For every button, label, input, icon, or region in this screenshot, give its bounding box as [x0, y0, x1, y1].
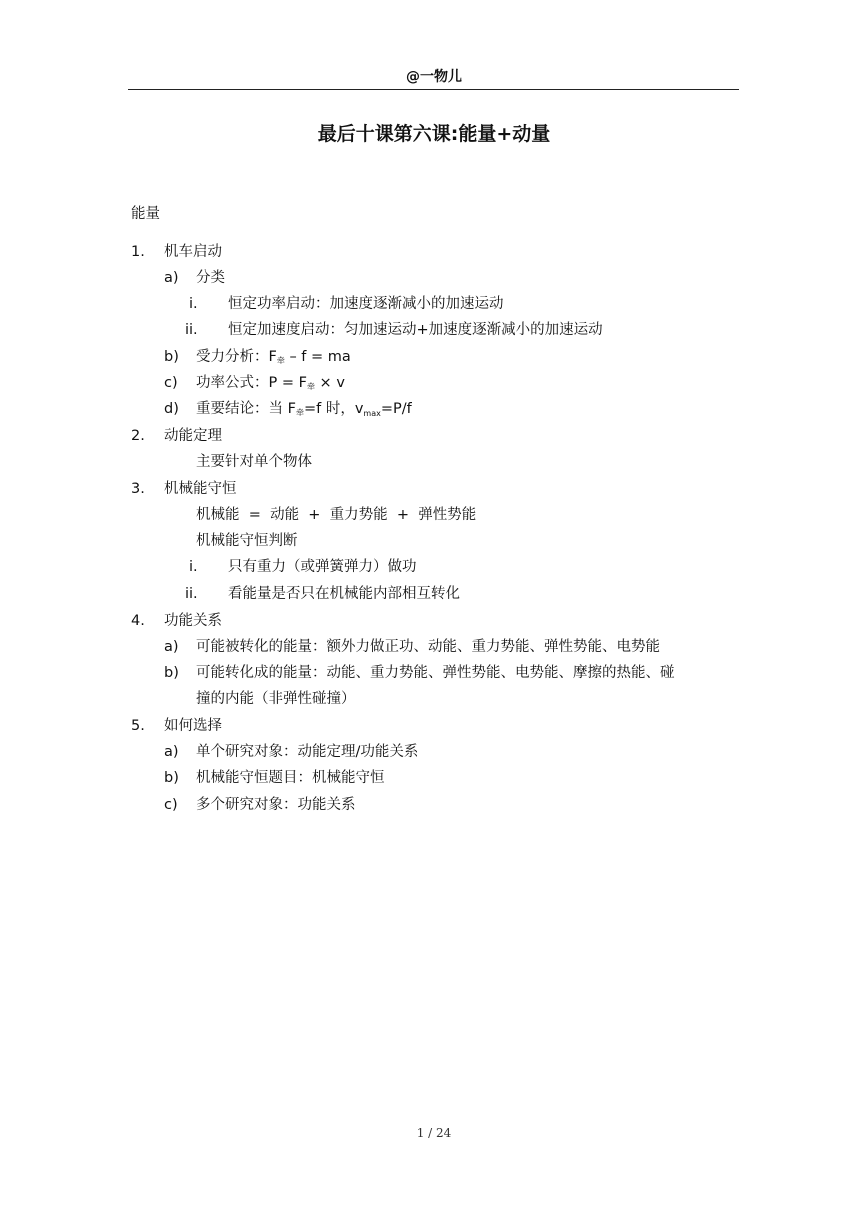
section-heading: 能量 [131, 206, 160, 222]
list-item-text: 分类 [196, 270, 225, 286]
list-item-text: 机械能守恒 [164, 481, 237, 497]
total-pages: 24 [436, 1126, 452, 1140]
paragraph-text: 主要针对单个物体 [196, 454, 312, 470]
list-item-text: 可能转化成的能量：动能、重力势能、弹性势能、电势能、摩擦的热能、碰 [196, 665, 675, 681]
page-number [0, 1126, 868, 1140]
subscript: max [363, 409, 381, 418]
subscript: 牵 [276, 356, 285, 365]
list-item-text: 功能关系 [164, 613, 222, 629]
list-marker: 2. [131, 428, 145, 444]
list-marker: d) [164, 401, 179, 417]
document-title: 最后十课第六课:能量+动量 [317, 123, 551, 145]
list-item-text: 可能被转化的能量：额外力做正功、动能、重力势能、弹性势能、电势能 [196, 639, 660, 655]
current-page: 1 [416, 1126, 425, 1140]
list-marker: c) [164, 797, 178, 813]
formula-text: 功率公式：$P = F_牵 \times v$ [196, 375, 345, 391]
list-marker: i. [189, 296, 198, 312]
list-item-text: 机械能守恒题目：机械能守恒 [196, 770, 385, 786]
paragraph-text: 机械能守恒判断 [196, 533, 298, 549]
subscript: 牵 [306, 382, 315, 391]
list-marker: a) [164, 270, 179, 286]
list-marker: 5. [131, 718, 145, 734]
list-marker: ii. [185, 322, 198, 338]
list-marker: i. [189, 559, 198, 575]
header-divider [128, 89, 739, 90]
paragraph-text: 机械能 = 动能 + 重力势能 + 弹性势能 [196, 507, 477, 523]
formula-text: 受力分析：$F_牵$ – f = ma [196, 349, 351, 365]
list-item-text: 机车启动 [164, 244, 222, 260]
list-item-text: 动能定理 [164, 428, 222, 444]
list-item-text: 多个研究对象：功能关系 [196, 797, 356, 813]
page-header: @一物儿 [406, 69, 462, 85]
formula-text: 重要结论：当 $F_牵=f$ 时，$v_{max}=P/f$ [196, 401, 412, 418]
list-marker: 1. [131, 244, 145, 260]
list-marker: a) [164, 744, 179, 760]
list-marker: a) [164, 639, 179, 655]
list-marker: ii. [185, 586, 198, 602]
list-item-text: 恒定加速度启动：匀加速运动+加速度逐渐减小的加速运动 [228, 322, 603, 338]
list-marker: 3. [131, 481, 145, 497]
list-marker: b) [164, 665, 179, 681]
list-marker: b) [164, 770, 179, 786]
list-item-text: 看能量是否只在机械能内部相互转化 [228, 586, 460, 602]
list-item-text: 只有重力（或弹簧弹力）做功 [228, 559, 417, 575]
list-item-text: 单个研究对象：动能定理/功能关系 [196, 744, 419, 760]
page-separator: / [428, 1126, 433, 1140]
list-marker: b) [164, 349, 179, 365]
list-item-text: 恒定功率启动：加速度逐渐减小的加速运动 [228, 296, 504, 312]
paragraph-text: 撞的内能（非弹性碰撞） [196, 691, 356, 707]
list-marker: 4. [131, 613, 145, 629]
list-marker: c) [164, 375, 178, 391]
list-item-text: 如何选择 [164, 718, 222, 734]
subscript: 牵 [295, 408, 304, 417]
